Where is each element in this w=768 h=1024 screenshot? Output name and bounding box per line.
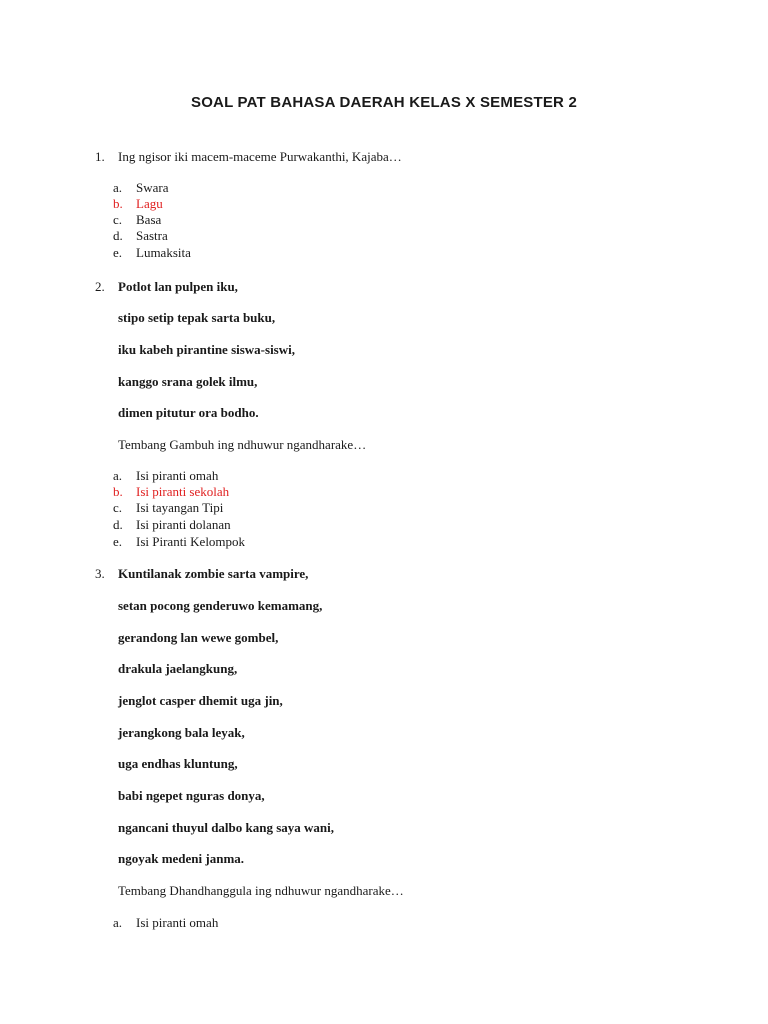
verse-line: gerandong lan wewe gombel,: [118, 630, 279, 645]
option-letter-correct: b.: [113, 484, 123, 499]
question-number: 2.: [95, 279, 105, 294]
option-letter-correct: b.: [113, 196, 123, 211]
option-text: Swara: [136, 180, 169, 195]
verse-line: stipo setip tepak sarta buku,: [118, 310, 276, 325]
verse-line: kanggo srana golek ilmu,: [118, 374, 258, 389]
option-letter: e.: [113, 245, 123, 260]
question-prompt: Ing ngisor iki macem-maceme Purwakanthi, Kajaba…: [118, 149, 402, 164]
question-prompt: Tembang Dhandhanggula ing ndhuwur ngandharake…: [118, 883, 404, 898]
option-text: Isi piranti dolanan: [136, 517, 231, 532]
option-letter: e.: [113, 534, 123, 549]
verse-line: ngancani thuyul dalbo kang saya wani,: [118, 820, 335, 835]
verse-line: iku kabeh pirantine siswa-siswi,: [118, 342, 295, 357]
verse-line: Kuntilanak zombie sarta vampire,: [118, 566, 309, 581]
option-text: Isi piranti omah: [136, 915, 219, 930]
option-text: Isi Piranti Kelompok: [136, 534, 246, 549]
option-text-correct: Isi piranti sekolah: [136, 484, 230, 499]
verse-line: setan pocong genderuwo kemamang,: [118, 598, 323, 613]
option-text: Isi piranti omah: [136, 468, 219, 483]
option-letter: c.: [113, 500, 123, 515]
verse-line: babi ngepet nguras donya,: [118, 788, 265, 803]
verse-line: drakula jaelangkung,: [118, 661, 238, 676]
question-prompt: Tembang Gambuh ing ndhuwur ngandharake…: [118, 437, 367, 452]
verse-line: dimen pitutur ora bodho.: [118, 405, 259, 420]
option-text: Basa: [136, 212, 162, 227]
option-text: Isi tayangan Tipi: [136, 500, 224, 515]
option-letter: a.: [113, 180, 123, 195]
option-letter: d.: [113, 228, 123, 243]
option-text: Lumaksita: [136, 245, 191, 260]
option-letter: c.: [113, 212, 123, 227]
option-text-correct: Lagu: [136, 196, 163, 211]
option-text: Sastra: [136, 228, 168, 243]
option-letter: a.: [113, 915, 123, 930]
document-title: SOAL PAT BAHASA DAERAH KELAS X SEMESTER 2: [190, 94, 578, 111]
verse-line: ngoyak medeni janma.: [118, 851, 245, 866]
verse-line: jenglot casper dhemit uga jin,: [118, 693, 283, 708]
question-number: 3.: [95, 566, 105, 581]
question-number: 1.: [95, 149, 105, 164]
verse-line: uga endhas kluntung,: [118, 756, 238, 771]
verse-line: jerangkong bala leyak,: [118, 725, 245, 740]
option-letter: d.: [113, 517, 123, 532]
option-letter: a.: [113, 468, 123, 483]
verse-line: Potlot lan pulpen iku,: [118, 279, 238, 294]
